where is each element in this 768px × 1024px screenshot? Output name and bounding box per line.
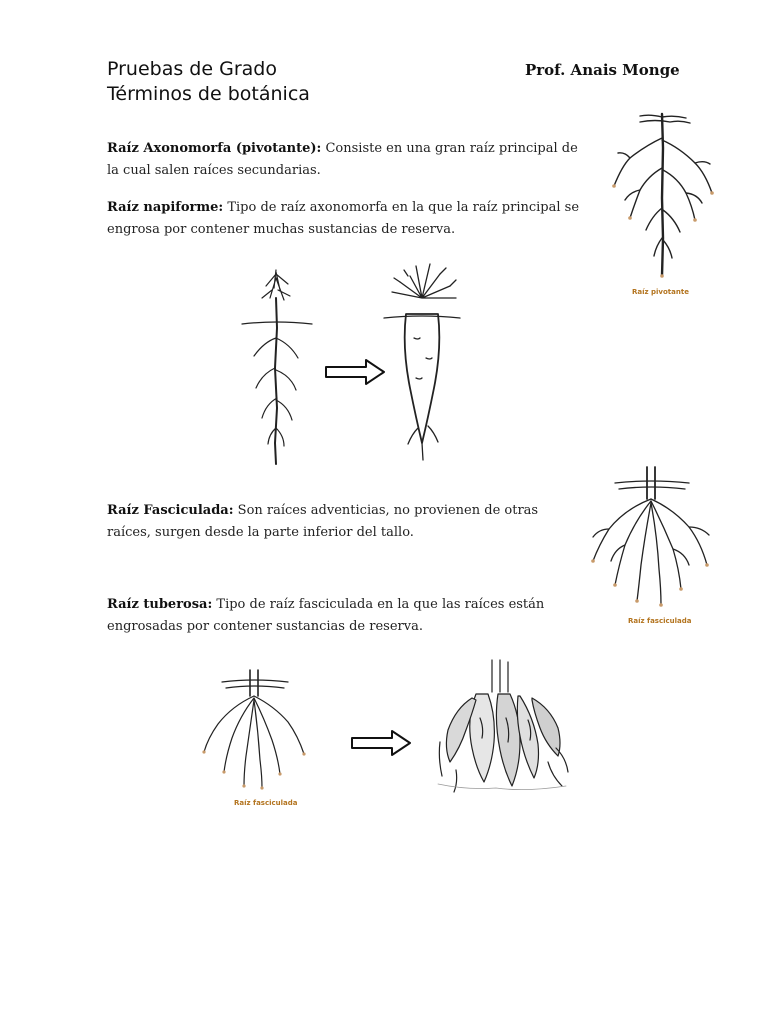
term-napiforme: Raíz napiforme: [107,200,224,215]
paragraph-tuberosa [107,594,557,638]
term-axonomorfa: Raíz Axonomorfa (pivotante): [107,141,322,156]
caption-pivotante: Raíz pivotante [632,288,689,296]
paragraph-axonomorfa [107,138,585,182]
author-name: Prof. Anais Monge [525,61,680,79]
thin-taproot-illustration [236,268,316,468]
arrow-right-icon [350,729,412,757]
definition-napiforme: Tipo de raíz axonomorfa en la que la raíz principal se engrosa por contener muchas sustancias de reserva. [107,200,580,237]
tuberous-root-illustration [436,658,571,796]
paragraph-napiforme [107,197,585,241]
caption-fasciculada-right: Raíz fasciculada [628,617,692,625]
fibrous-root-illustration-right [585,465,720,615]
fibrous-root-illustration-bottom [198,668,313,798]
term-tuberosa: Raíz tuberosa: [107,597,213,612]
definition-tuberosa: Tipo de raíz fasciculada en la que las raíces están engrosadas por contener sustancias de reserva. [107,597,545,634]
document-title: Pruebas de Grado [107,58,277,80]
arrow-right-icon [324,358,386,386]
term-fasciculada: Raíz Fasciculada: [107,503,234,518]
taproot-illustration [600,108,725,283]
napiform-root-illustration [380,258,464,463]
caption-fasciculada-bottom: Raíz fasciculada [234,799,298,807]
definition-axonomorfa: Consiste en una gran raíz principal de la cual salen raíces secundarias. [107,141,578,178]
definition-fasciculada: Son raíces adventicias, no provienen de otras raíces, surgen desde la parte inferior del tallo. [107,503,539,540]
document-subtitle: Términos de botánica [107,83,310,105]
paragraph-fasciculada [107,500,557,544]
